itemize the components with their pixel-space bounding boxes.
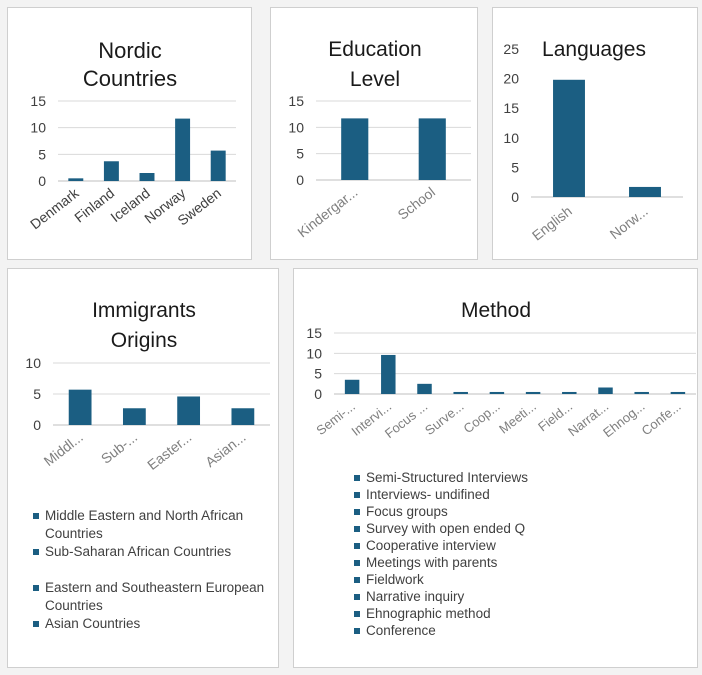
legend-label: Semi-Structured Interviews bbox=[366, 470, 529, 485]
legend-label: Focus groups bbox=[366, 504, 448, 519]
method-bar-6 bbox=[562, 392, 576, 394]
legend-swatch-icon bbox=[33, 621, 39, 627]
edu-bar-1 bbox=[419, 118, 446, 180]
nordic-y-tick-label: 0 bbox=[38, 173, 46, 189]
nordic-category-label-4: Sweden bbox=[174, 184, 225, 229]
lang-category-label-0: English bbox=[528, 202, 575, 244]
legend-label: Fieldwork bbox=[366, 572, 424, 587]
legend-label: Sub-Saharan African Countries bbox=[45, 544, 232, 559]
edu-y-tick-label: 0 bbox=[296, 172, 304, 188]
imm-category-label-0: Middl... bbox=[40, 428, 86, 470]
legend-swatch-icon bbox=[33, 549, 39, 555]
lang-y-tick-label: 5 bbox=[511, 159, 519, 176]
lang-category-label-1: Norw... bbox=[606, 202, 651, 243]
method-legend-item-8 bbox=[354, 605, 694, 622]
education-level-chart bbox=[270, 7, 478, 260]
nordic-countries-chart bbox=[7, 7, 252, 260]
imm-bar-1 bbox=[123, 408, 146, 425]
legend-swatch-icon bbox=[354, 594, 360, 600]
method-category-label-3: Surve... bbox=[422, 398, 467, 438]
imm-category-label-2: Easter... bbox=[144, 428, 195, 473]
nordic-category-label-1: Finland bbox=[71, 184, 118, 226]
legend-swatch-icon bbox=[33, 513, 39, 519]
lang-y-tick-label: 15 bbox=[503, 100, 519, 117]
lang-bar-0 bbox=[553, 80, 585, 197]
nordic-bar-3 bbox=[175, 119, 190, 181]
legend-swatch-icon bbox=[354, 560, 360, 566]
method-legend-item-6 bbox=[354, 571, 694, 588]
legend-swatch-icon bbox=[354, 475, 360, 481]
imm-legend-item-3 bbox=[33, 615, 273, 633]
nordic-y-tick-label: 15 bbox=[30, 93, 46, 109]
method-category-label-0: Semi-... bbox=[313, 398, 358, 438]
nordic-bar-1 bbox=[104, 161, 119, 181]
lang-title-line-0: Languages bbox=[542, 38, 646, 61]
nordic-y-tick-label: 5 bbox=[38, 146, 46, 163]
nordic-y-tick-label: 10 bbox=[30, 119, 46, 136]
lang-y-tick-label: 10 bbox=[503, 129, 519, 146]
method-category-label-1: Intervi... bbox=[348, 398, 395, 439]
method-chart bbox=[293, 268, 698, 668]
lang-y-tick-label: 20 bbox=[503, 70, 519, 87]
legend-label: Survey with open ended Q bbox=[366, 521, 526, 536]
edu-title-line-0: Education bbox=[328, 38, 422, 61]
nordic-bar-0 bbox=[68, 178, 83, 181]
method-bar-2 bbox=[417, 384, 431, 394]
immigrants-origins-legend bbox=[33, 507, 273, 633]
nordic-category-label-2: Iceland bbox=[107, 184, 153, 226]
method-legend-item-1 bbox=[354, 486, 694, 503]
method-bar-1 bbox=[381, 355, 395, 394]
method-legend bbox=[354, 469, 694, 639]
method-legend-item-2 bbox=[354, 503, 694, 520]
edu-title-line-1: Level bbox=[349, 68, 401, 91]
imm-bar-0 bbox=[69, 390, 92, 425]
legend-swatch-icon bbox=[354, 526, 360, 532]
method-bar-8 bbox=[634, 392, 648, 394]
lang-y-tick-label: 25 bbox=[503, 41, 519, 57]
method-legend-item-0 bbox=[354, 469, 694, 486]
imm-y-tick-label: 5 bbox=[33, 386, 41, 402]
legend-swatch-icon bbox=[354, 492, 360, 498]
method-category-label-9: Confe... bbox=[638, 398, 684, 439]
legend-label: Interviews- undifined bbox=[366, 487, 490, 502]
method-y-tick-label: 5 bbox=[314, 365, 322, 382]
edu-bar-0 bbox=[341, 118, 368, 180]
method-bar-5 bbox=[526, 392, 540, 394]
legend-swatch-icon bbox=[354, 577, 360, 583]
edu-category-label-0: Kindergar... bbox=[294, 183, 361, 241]
method-category-label-5: Meeti... bbox=[496, 398, 539, 437]
method-legend-item-9 bbox=[354, 622, 694, 639]
method-legend-item-5 bbox=[354, 554, 694, 571]
method-legend-item-7 bbox=[354, 588, 694, 605]
edu-y-tick-label: 10 bbox=[288, 119, 304, 136]
method-bar-3 bbox=[453, 392, 467, 394]
nordic-countries-svg bbox=[8, 8, 253, 261]
languages-chart bbox=[492, 7, 698, 260]
legend-swatch-icon bbox=[354, 628, 360, 634]
imm-bar-2 bbox=[177, 396, 200, 425]
imm-title-line-1: Origins bbox=[110, 329, 178, 352]
imm-bar-3 bbox=[231, 408, 254, 425]
legend-swatch-icon bbox=[33, 585, 39, 591]
method-legend-item-3 bbox=[354, 520, 694, 537]
imm-y-tick-label: 0 bbox=[33, 417, 41, 433]
imm-legend-item-1 bbox=[33, 543, 273, 561]
method-y-tick-label: 0 bbox=[314, 386, 322, 402]
legend-label: Eastern and Southeastern European Countries bbox=[45, 580, 265, 613]
edu-y-tick-label: 5 bbox=[296, 145, 304, 162]
imm-category-label-1: Sub-... bbox=[97, 428, 141, 467]
legend-label: Narrative inquiry bbox=[366, 589, 465, 604]
immigrants-origins-svg bbox=[8, 269, 280, 499]
imm-category-label-3: Asian... bbox=[202, 428, 249, 471]
nordic-title-line-0: Nordic bbox=[98, 38, 162, 63]
method-category-label-2: Focus ... bbox=[381, 398, 431, 442]
imm-legend-item-2 bbox=[33, 579, 273, 615]
method-category-label-6: Field... bbox=[535, 398, 576, 435]
education-level-svg bbox=[271, 8, 479, 261]
legend-label: Cooperative interview bbox=[366, 538, 496, 553]
nordic-bar-4 bbox=[211, 151, 226, 181]
imm-legend-item-0 bbox=[33, 507, 273, 543]
lang-y-tick-label: 0 bbox=[511, 189, 519, 205]
method-svg bbox=[294, 269, 699, 469]
method-category-label-7: Narrat... bbox=[565, 398, 612, 440]
legend-label: Ehnographic method bbox=[366, 606, 491, 621]
imm-y-tick-label: 10 bbox=[25, 355, 41, 371]
method-y-tick-label: 15 bbox=[306, 325, 322, 341]
method-category-label-4: Coop... bbox=[460, 398, 503, 437]
method-bar-9 bbox=[671, 392, 685, 394]
legend-label: Meetings with parents bbox=[366, 555, 498, 570]
method-bar-7 bbox=[598, 387, 612, 394]
method-title-line-0: Method bbox=[460, 299, 532, 322]
edu-y-tick-label: 15 bbox=[288, 93, 304, 109]
nordic-title-line-1: Countries bbox=[82, 66, 178, 91]
imm-title-line-0: Immigrants bbox=[92, 299, 196, 322]
edu-category-label-1: School bbox=[394, 183, 439, 223]
legend-label: Conference bbox=[366, 623, 436, 638]
legend-swatch-icon bbox=[354, 611, 360, 617]
languages-svg bbox=[493, 8, 699, 261]
nordic-bar-2 bbox=[140, 173, 155, 181]
legend-label: Asian Countries bbox=[45, 616, 141, 631]
method-category-label-8: Ehnog... bbox=[600, 398, 648, 441]
nordic-category-label-3: Norway bbox=[141, 184, 189, 227]
legend-swatch-icon bbox=[354, 509, 360, 515]
method-bar-4 bbox=[490, 392, 504, 394]
legend-label: Middle Eastern and North African Countries bbox=[45, 508, 244, 541]
nordic-category-label-0: Denmark bbox=[27, 184, 82, 233]
legend-swatch-icon bbox=[354, 543, 360, 549]
method-y-tick-label: 10 bbox=[306, 345, 322, 362]
method-legend-item-4 bbox=[354, 537, 694, 554]
lang-bar-1 bbox=[629, 187, 661, 197]
method-bar-0 bbox=[345, 380, 359, 394]
immigrants-origins-chart bbox=[7, 268, 279, 668]
